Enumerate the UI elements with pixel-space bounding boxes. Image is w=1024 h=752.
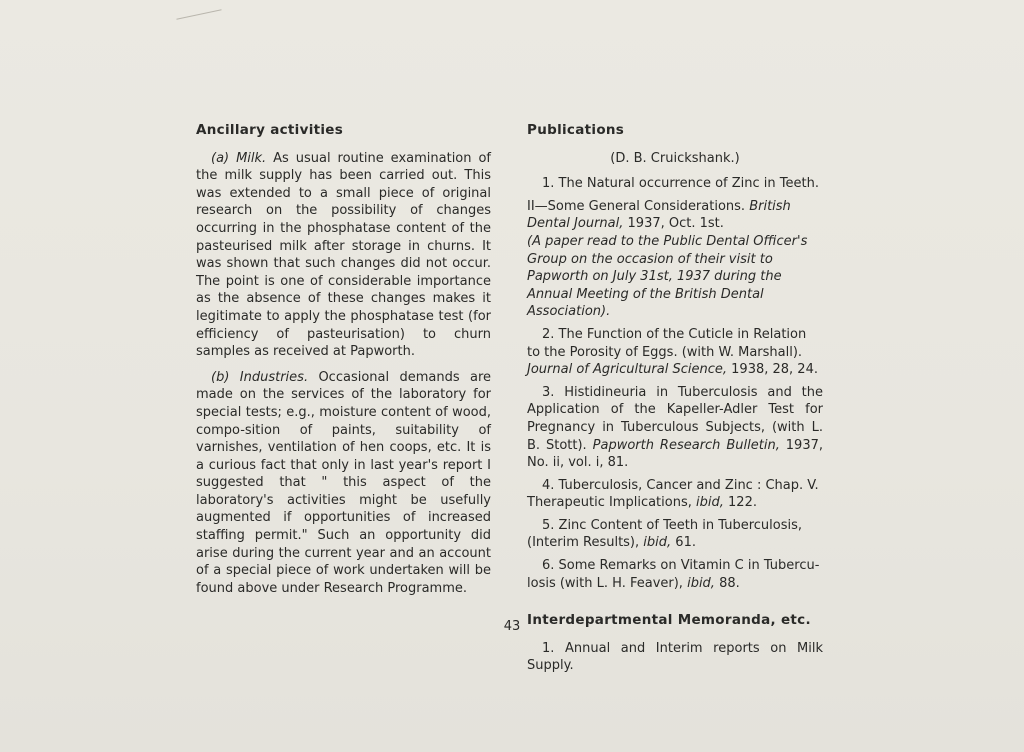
publication-2-details: 1938, 28, 24.	[731, 362, 818, 378]
publication-2-text: 2. The Function of the Cuticle in Relation to the Porosity of Eggs. (with W. Marshall).	[527, 326, 807, 360]
section-heading-publications: Publications	[527, 122, 625, 138]
publication-2	[527, 326, 823, 379]
left-column	[196, 122, 491, 597]
publication-6-text: 6. Some Remarks on Vitamin C in Tubercu-losis (with L. H. Feaver),	[527, 558, 820, 591]
publication-5-ref: ibid,	[643, 535, 672, 551]
section-heading-ancillary: Ancillary activities	[196, 122, 344, 138]
milk-label: (a)	[211, 150, 230, 166]
publication-1-title: 1. The Natural occurrence of Zinc in Teeth.	[542, 176, 819, 192]
publication-1-details: 1937, Oct. 1st.	[627, 216, 724, 232]
publication-5-details: 61.	[675, 535, 696, 551]
paragraph-milk	[196, 150, 491, 361]
publication-6-ref: ibid,	[687, 575, 715, 591]
page-number: 43	[503, 619, 521, 634]
industries-label: (b)	[211, 369, 230, 385]
publication-4-ref: ibid,	[696, 495, 724, 511]
publication-5-text: 5. Zinc Content of Teeth in Tuberculosis, (Interim Results),	[527, 517, 803, 551]
publication-2-journal: Journal of Agricultural Science,	[527, 362, 728, 378]
industries-title: Industries.	[239, 369, 309, 385]
publications-author: (D. B. Cruickshank.)	[610, 150, 740, 166]
publication-1-part	[527, 198, 823, 233]
publication-4-details: 122.	[728, 495, 757, 511]
milk-title: Milk.	[236, 150, 267, 166]
publication-5	[527, 517, 823, 552]
publication-4	[527, 477, 823, 512]
publication-3-details: 1937, No. ii, vol. i, 81.	[527, 437, 823, 471]
memorandum-1: 1. Annual and Interim reports on Milk Supply.	[527, 640, 823, 674]
milk-text: As usual routine examination of the milk supply has been carried out. This was extended to a small piece of original research on the possibility of changes occurring in the phosphatase content of the pasteurised milk after storage in churns. It was shown that such changes did not occur. The point is one of considerable importance as the absence of these changes makes it legitimate to apply the phosphatase test (for efficiency of pasteurisation) to churn samples as received at Papworth.	[196, 150, 491, 360]
publication-1-journal: British Dental Journal,	[527, 198, 791, 232]
publication-4-text: 4. Tuberculosis, Cancer and Zinc : Chap. V. Therapeutic Implications,	[527, 477, 819, 511]
publication-3-journal: Papworth Research Bulletin,	[592, 437, 780, 453]
publication-1-note: (A paper read to the Public Dental Officer's Group on the occasion of their visit to Papworth on July 31st, 1937 during the Annual Meeting of the British Dental Association).	[527, 233, 808, 320]
industries-text: Occasional demands are made on the services of the laboratory for special tests; e.g., moisture content of wood, compo-sition of paints, suitability of varnishes, ventilation of hen coops, etc. It is a curious fact that only in last year's report I suggested that " this aspect of the laboratory's activities might be usefully augmented if opportunities of increased staffing permit." Such an opportunity did arise during the current year and an account of a special piece of work undertaken will be found above under Research Programme.	[196, 369, 491, 596]
paragraph-industries	[196, 369, 491, 598]
right-column	[527, 122, 823, 675]
pencil-mark	[176, 9, 221, 20]
publication-3	[527, 384, 823, 472]
publication-3-text: 3. Histidineuria in Tuberculosis and the Application of the Kapeller-Adler Test for Pregnancy in Tuberculous Subjects, (with L. B. Stott).	[527, 384, 823, 453]
publication-1-part-text: II—Some General Considerations.	[527, 198, 746, 214]
section-heading-memoranda: Interdepartmental Memoranda, etc.	[527, 612, 811, 629]
publication-6	[527, 557, 823, 592]
publication-6-details: 88.	[719, 575, 740, 591]
